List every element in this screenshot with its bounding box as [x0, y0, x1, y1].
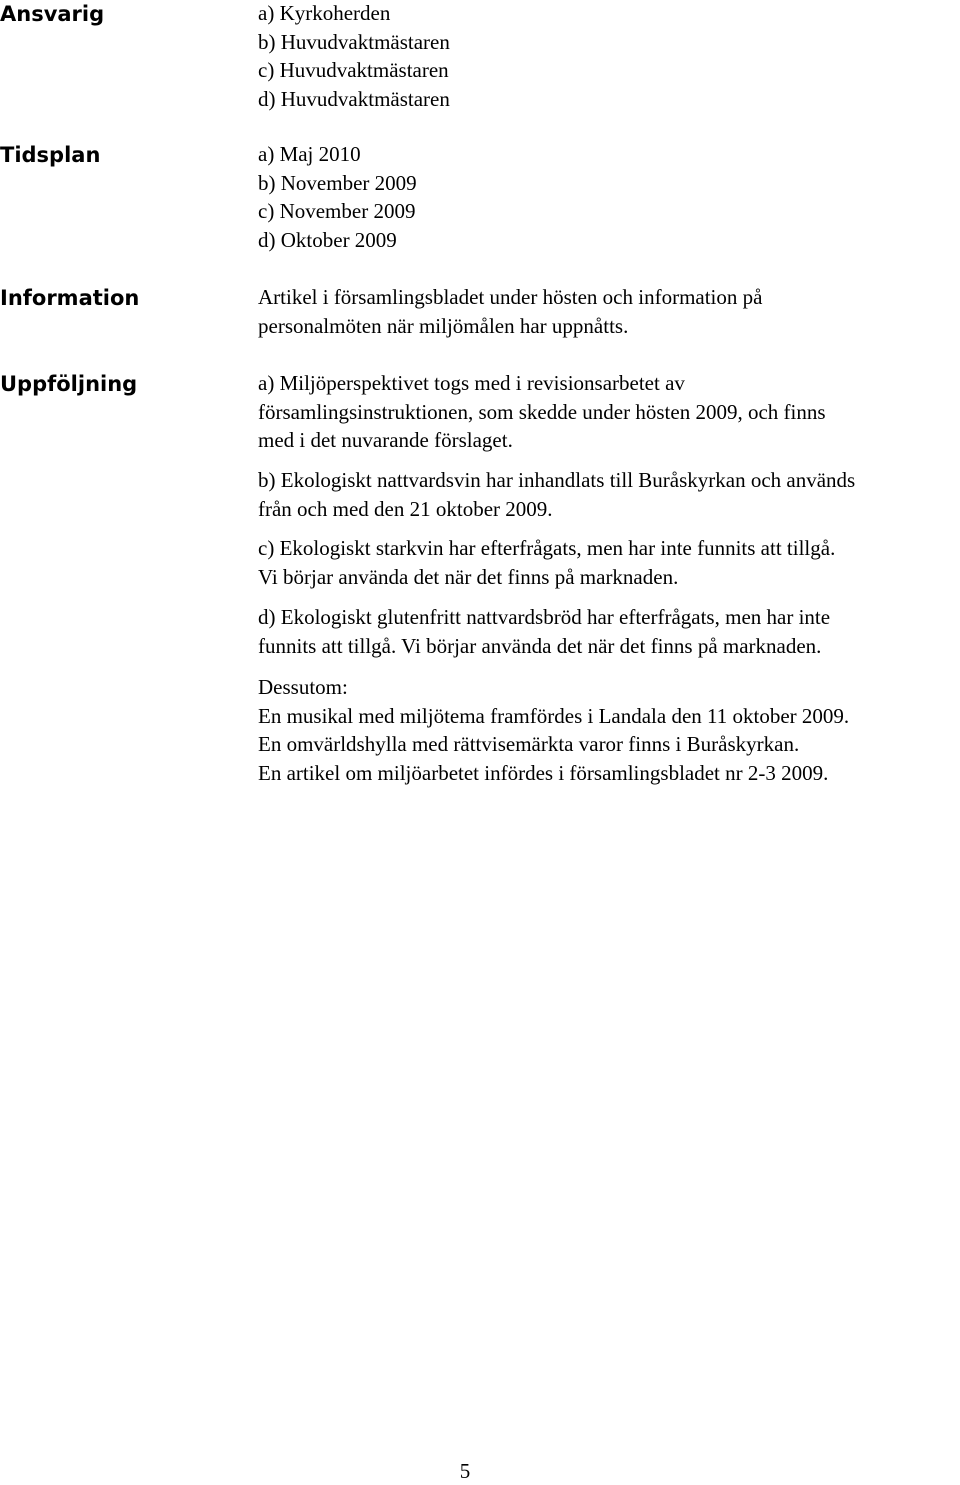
uppfoljning-dessutom	[258, 673, 958, 787]
tidsplan-item-c: c) November 2009	[258, 199, 416, 223]
information-line-2: personalmöten när miljömålen har uppnåtts.	[258, 313, 629, 338]
dessutom-line-3: En artikel om miljöarbetet infördes i församlingsbladet nr 2-3 2009.	[258, 760, 829, 785]
ansvarig-item-b: b) Huvudvaktmästaren	[258, 29, 450, 54]
uppfoljning-b-line-2: från och med den 21 oktober 2009.	[258, 496, 553, 521]
label-information: Information	[0, 286, 140, 310]
dessutom-line-2: En omvärldshylla med rättvisemärkta varor finns i Buråskyrkan.	[258, 732, 800, 756]
uppfoljning-para-a	[258, 369, 958, 455]
uppfoljning-c-line-2: Vi börjar använda det när det finns på marknaden.	[258, 564, 679, 589]
ansvarig-item-d: d) Huvudvaktmästaren	[258, 86, 450, 111]
tidsplan-item-d: d) Oktober 2009	[258, 227, 397, 252]
uppfoljning-a-line-3: med i det nuvarande förslaget.	[258, 428, 513, 452]
information-content	[258, 283, 958, 340]
dessutom-heading: Dessutom:	[258, 675, 348, 699]
ansvarig-item-a: a) Kyrkoherden	[258, 1, 391, 25]
uppfoljning-d-line-1: d) Ekologiskt glutenfritt nattvardsbröd har efterfrågats, men har inte	[258, 605, 831, 629]
label-tidsplan: Tidsplan	[0, 143, 101, 167]
uppfoljning-b-line-1: b) Ekologiskt nattvardsvin har inhandlats till Buråskyrkan och används	[258, 468, 856, 492]
information-line-1: Artikel i församlingsbladet under hösten och information på	[258, 285, 763, 309]
uppfoljning-para-c	[258, 534, 958, 591]
dessutom-line-1: En musikal med miljötema framfördes i Landala den 11 oktober 2009.	[258, 703, 850, 728]
uppfoljning-a-line-2: församlingsinstruktionen, som skedde under hösten 2009, och finns	[258, 399, 826, 424]
ansvarig-item-c: c) Huvudvaktmästaren	[258, 58, 449, 82]
label-ansvarig: Ansvarig	[0, 2, 105, 26]
uppfoljning-d-line-2: funnits att tillgå. Vi börjar använda det när det finns på marknaden.	[258, 633, 822, 658]
uppfoljning-para-d	[258, 603, 958, 660]
page-number: 5	[459, 1459, 471, 1483]
ansvarig-content	[258, 0, 958, 113]
uppfoljning-a-line-1: a) Miljöperspektivet togs med i revisionsarbetet av	[258, 371, 685, 395]
uppfoljning-para-b	[258, 466, 958, 523]
uppfoljning-c-line-1: c) Ekologiskt starkvin har efterfrågats, men har inte funnits att tillgå.	[258, 536, 836, 560]
tidsplan-item-a: a) Maj 2010	[258, 142, 361, 166]
tidsplan-item-b: b) November 2009	[258, 170, 417, 195]
tidsplan-content	[258, 140, 958, 254]
label-uppfoljning: Uppföljning	[0, 372, 138, 396]
